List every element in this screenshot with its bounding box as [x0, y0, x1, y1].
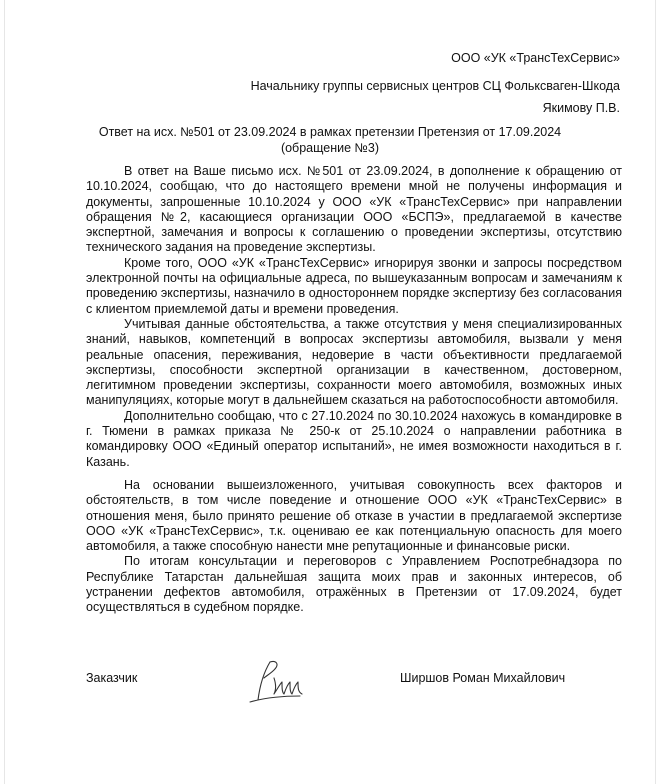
recipient-company: ООО «УК «ТрансТехСервис» [451, 51, 620, 65]
body-paragraph-1: В ответ на Ваше письмо исх. №501 от 23.09.2024, в дополнение к обращению от 10.10.2024, сообщаю, что до настоящего времени мной не получены информация и документы, запрошенные 10.10.2024 у ООО «УК «ТрансТехСервис» при направлении обращения №2, касающиеся организации ООО «БСПЭ», предлагаемой в качестве экспертной, замечания и вопросы к соглашению о проведении экспертизы, отсутствию технического задания на проведение экспертизы. [86, 164, 622, 255]
body-paragraph-6: По итогам консультации и переговоров с Управлением Роспотребнадзора по Республике Татарстан дальнейшая защита моих прав и законных интересов, об устранении дефектов автомобиля, отражённых в Претензии от 17.09.2024, будет осуществляться в судебном порядке. [86, 554, 622, 615]
customer-name: Ширшов Роман Михайлович [400, 671, 566, 685]
recipient-position: Начальнику группы сервисных центров СЦ Фольксваген-Шкода [250, 79, 620, 93]
body-paragraph-5: На основании вышеизложенного, учитывая совокупность всех факторов и обстоятельств, в том числе поведение и отношение ООО «УК «ТрансТехСервис» в отношения меня, было принято решение об отказе в участии в предлагаемой экспертизе ООО «УК «ТрансТехСервис», т.к. оцениваю ее как потенциальную опасность для моего автомобиля, а также способную нанести мне репутационные и финансовые риски. [86, 477, 622, 554]
body-paragraph-2: Кроме того, ООО «УК «ТрансТехСервис» игнорируя звонки и запросы посредством электронной почты на официальные адреса, по вышеуказанным вопросам и замечаниям к проведению экспертизы, назначило в одностороннем порядке экспертизу без согласования с клиентом приемлемой даты и времени проведения. [86, 255, 622, 316]
letter-subject [0, 124, 660, 156]
handwritten-signature [240, 648, 310, 708]
body-paragraph-3: Учитывая данные обстоятельства, а также отсутствия у меня специализированных знаний, навыков, компетенций в вопросах экспертизы автомобиля, вызвали у меня реальные опасения, переживания, недоверие в части объективности предлагаемой экспертизы, способности экспертной организации в качественном, достоверном, легитимном проведении экспертизы, сохранности моего автомобиля, возможных иных манипуляциях, которые могут в дальнейшем сказаться на работоспособности автомобиля. [86, 316, 622, 408]
subject-line-2: (обращение №3) [280, 141, 380, 155]
body-paragraph-4: Дополнительно сообщаю, что с 27.10.2024 по 30.10.2024 нахожусь в командировке в г. Тюмени в рамках приказа № 250-к от 25.10.2024 о направлении работника в командировку ООО «Единый оператор испытаний», не имея возможности находиться в г. Казань. [86, 408, 622, 469]
customer-label: Заказчик [86, 671, 138, 685]
letter-body [86, 164, 622, 616]
recipient-person: Якимову П.В. [542, 101, 620, 115]
page-border-right [655, 0, 656, 784]
page-border-left [4, 0, 5, 784]
subject-line-1: Ответ на исх. №501 от 23.09.2024 в рамках претензии Претензия от 17.09.2024 [98, 125, 562, 139]
